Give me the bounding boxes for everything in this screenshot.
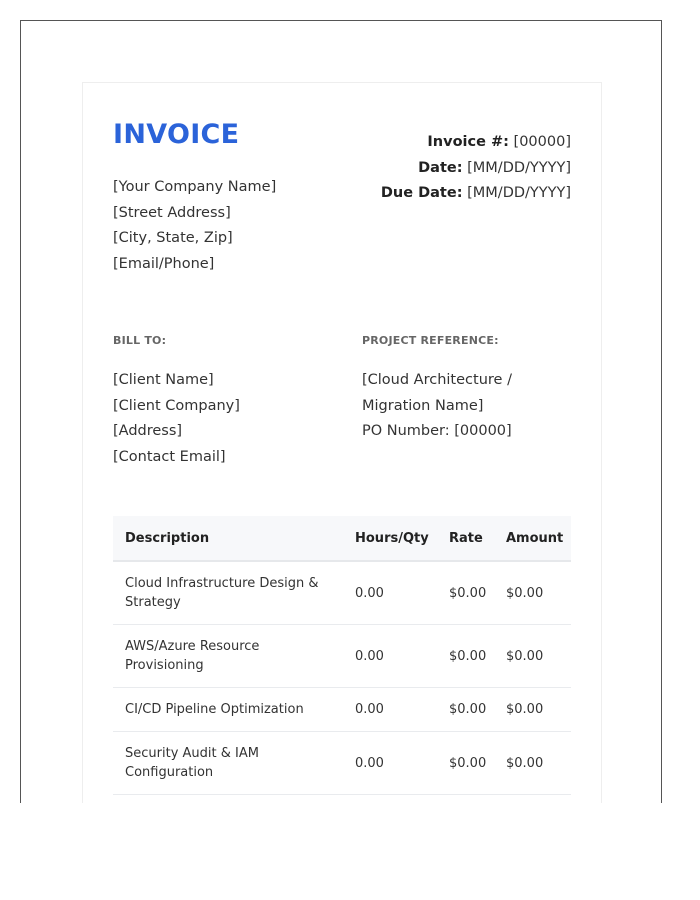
row-qty: 0.00 [343,732,437,795]
client-address: [Address] [113,423,183,440]
table-row [113,688,571,732]
row-qty: 0.00 [343,688,437,732]
project-reference-block [362,368,562,445]
table-row [113,561,571,625]
client-email: [Contact Email] [113,449,226,466]
row-rate: $0.00 [437,625,494,688]
row-amount: $0.00 [494,625,571,688]
invoice-card [82,82,602,803]
invoice-number-label: Invoice #: [427,134,509,150]
invoice-due-label: Due Date: [380,185,463,202]
bill-to-block [113,368,240,471]
company-info [113,175,276,278]
invoice-date-value: [MM/DD/YYYY] [467,159,571,176]
invoice-date-label: Date: [418,159,463,176]
row-description: Cloud Infrastructure Design & Strategy [113,561,343,625]
client-company: [Client Company] [113,397,240,414]
row-description: CI/CD Pipeline Optimization [113,688,343,732]
document-page [20,20,662,803]
invoice-due-value: [MM/DD/YYYY] [467,185,571,202]
row-qty: 0.00 [343,561,437,625]
row-qty: 0.00 [343,625,437,688]
invoice-date-line [381,156,571,182]
table-header-row [113,516,571,561]
invoice-title: INVOICE [113,119,240,150]
company-name: [Your Company Name] [113,179,277,195]
header-hours-qty: Hours/Qty [343,516,437,561]
row-rate: $0.00 [437,561,494,625]
table-row [113,625,571,688]
row-description: Security Audit & IAM Configuration [113,732,343,795]
invoice-number-line [381,130,571,156]
invoice-number-value: [00000] [513,134,571,150]
row-amount: $0.00 [494,561,571,625]
project-reference-label: PROJECT REFERENCE: [362,334,499,347]
table-row [113,732,571,795]
company-contact: [Email/Phone] [113,256,215,273]
invoice-due-line [381,181,571,207]
row-description: AWS/Azure Resource Provisioning [113,625,343,688]
client-name: [Client Name] [113,372,214,388]
project-name-line2: Migration Name] [362,397,484,414]
po-number: PO Number: [00000] [362,423,512,440]
header-description: Description [113,516,343,561]
row-amount: $0.00 [494,688,571,732]
company-street: [Street Address] [113,204,231,221]
bill-to-label: BILL TO: [113,334,167,347]
line-items-table [113,516,571,795]
invoice-meta [381,130,571,207]
project-name-line1: [Cloud Architecture / [362,372,512,388]
header-amount: Amount [494,516,571,561]
row-amount: $0.00 [494,732,571,795]
row-rate: $0.00 [437,688,494,732]
company-city: [City, State, Zip] [113,230,233,247]
header-rate: Rate [437,516,494,561]
row-rate: $0.00 [437,732,494,795]
